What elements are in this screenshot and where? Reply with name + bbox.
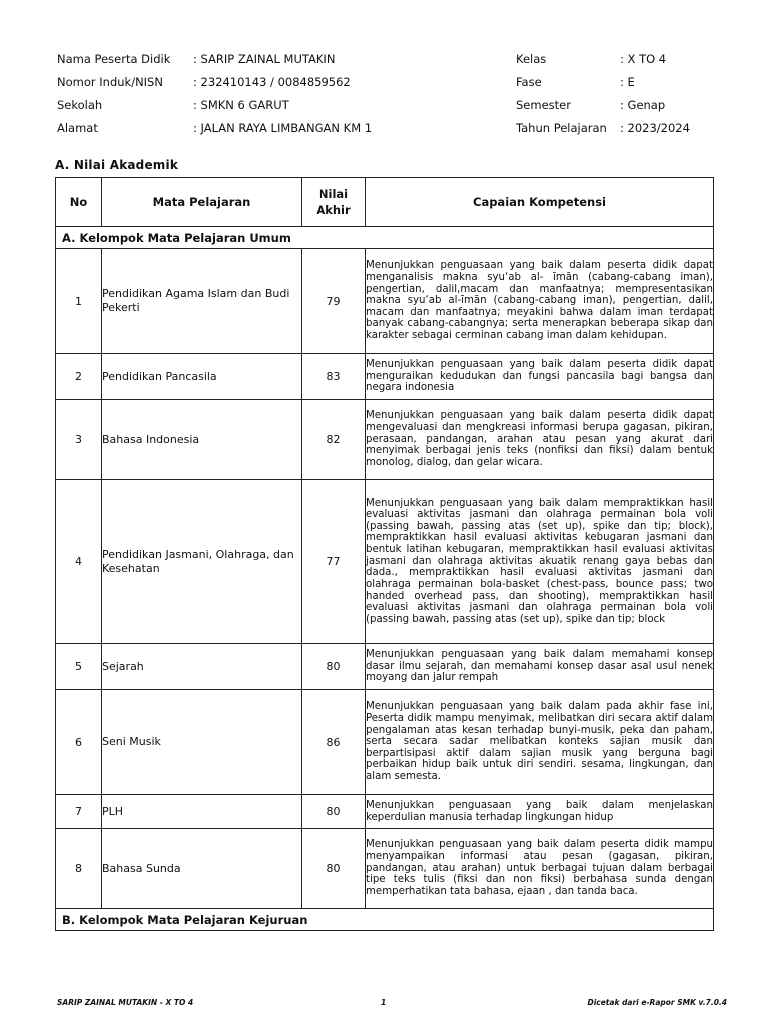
row-competency: Menunjukkan penguasaan yang baik dalam memahami konsep dasar ilmu sejarah, dan memahami konsep dasar asal usul nenek moyang dan jalur rempah <box>366 644 714 690</box>
row-score: 80 <box>302 644 366 690</box>
semester-value: : Genap <box>620 98 666 112</box>
row-subject: Pendidikan Jasmani, Olahraga, dan Kesehatan <box>102 480 302 644</box>
table-row <box>56 795 714 829</box>
table-row <box>56 249 714 354</box>
header-score-line1: Nilai <box>318 186 349 201</box>
row-no: 1 <box>56 249 102 354</box>
semester-label: Semester <box>516 98 571 112</box>
info-row-address <box>57 119 717 142</box>
row-score: 82 <box>302 400 366 480</box>
section-title: A. Nilai Akademik <box>55 158 178 172</box>
nisn-label: Nomor Induk/NISN <box>57 75 163 89</box>
row-no: 8 <box>56 829 102 909</box>
row-no: 3 <box>56 400 102 480</box>
row-competency: Menunjukkan penguasaan yang baik dalam pada akhir fase ini, Peserta didik mampu menyimak, melibatkan diri secara aktif dalam pengalaman atas kesan terhadap bunyi-musik, peka dan paham, serta secara sadar melibatkan konteks sajian musik dan berpartisipasi aktif dalam sajian musik yang berguna bagi perbaikan hidup baik untuk diri sendiri. sesama, lingkungan, dan alam semesta. <box>366 690 714 795</box>
address-value: : JALAN RAYA LIMBANGAN KM 1 <box>193 121 373 135</box>
row-score: 80 <box>302 829 366 909</box>
header-subject: Mata Pelajaran <box>102 178 302 227</box>
row-subject: Sejarah <box>102 644 302 690</box>
row-no: 6 <box>56 690 102 795</box>
academic-year-value: : 2023/2024 <box>620 121 690 135</box>
group-row-vocational <box>56 909 714 931</box>
row-no: 5 <box>56 644 102 690</box>
academic-year-label: Tahun Pelajaran <box>516 121 607 135</box>
student-name-label: Nama Peserta Didik <box>57 52 171 66</box>
table-row <box>56 354 714 400</box>
row-score: 77 <box>302 480 366 644</box>
row-score: 86 <box>302 690 366 795</box>
row-no: 4 <box>56 480 102 644</box>
header-no: No <box>56 178 102 227</box>
address-label: Alamat <box>57 121 98 135</box>
footer-student: SARIP ZAINAL MUTAKIN - X TO 4 <box>57 998 194 1007</box>
row-subject: Bahasa Sunda <box>102 829 302 909</box>
row-score: 83 <box>302 354 366 400</box>
table-row <box>56 829 714 909</box>
nisn-value: : 232410143 / 0084859562 <box>193 75 351 89</box>
phase-label: Fase <box>516 75 542 89</box>
table-row <box>56 690 714 795</box>
row-no: 2 <box>56 354 102 400</box>
header-final-score <box>302 178 366 227</box>
row-score: 80 <box>302 795 366 829</box>
footer-printed-by: Dicetak dari e-Rapor SMK v.7.0.4 <box>587 998 727 1007</box>
row-score: 79 <box>302 249 366 354</box>
info-row-school <box>57 96 717 119</box>
header-score-line2: Akhir <box>316 203 351 217</box>
row-competency: Menunjukkan penguasaan yang baik dalam menjelaskan keperdulian manusia terhadap lingkungan hidup <box>366 795 714 829</box>
student-info <box>57 50 717 142</box>
table-row <box>56 400 714 480</box>
group-row-general <box>56 227 714 249</box>
row-subject: Bahasa Indonesia <box>102 400 302 480</box>
phase-value: : E <box>620 75 635 89</box>
row-competency: Menunjukkan penguasaan yang baik dalam mempraktikkan hasil evaluasi aktivitas jasmani dan olahraga permainan bola voli (passing bawah, passing atas (set up), spike dan tip; block), mempraktikkan hasil evaluasi aktivitas kebugaran jasmani dan bentuk latihan kebugaran, mempraktikkan hasil evaluasi aktivitas jasmani dan olahraga aktivitas akuatik renang gaya bebas dan dada., mempraktikkan hasil evaluasi aktivitas jasmani dan olahraga permainan bola-basket (chest-pass, bounce pass; two handed overhead pass, dan shooting), mempraktikkan hasil evaluasi aktivitas jasmani dan olahraga permainan bola voli (passing bawah, passing atas (set up), spike dan tip; block <box>366 480 714 644</box>
row-no: 7 <box>56 795 102 829</box>
info-row-name <box>57 50 717 73</box>
info-row-nisn <box>57 73 717 96</box>
table-row <box>56 480 714 644</box>
row-competency: Menunjukkan penguasaan yang baik dalam peserta didik dapat menganalisis makna syu‘ab al- īmān (cabang-cabang iman), pengertian, dalil,macam dan manfaatnya; mempresentasikan makna syu‘ab al-īmān (cabang-cabang iman), pengertian, dalil, macam dan manfaatnya; meyakini bahwa dalam iman terdapat banyak cabang-cabangnya; serta menerapkan beberapa sikap dan karakter sebagai cerminan cabang iman dalam kehidupan. <box>366 249 714 354</box>
header-competency: Capaian Kompetensi <box>366 178 714 227</box>
student-name-value: : SARIP ZAINAL MUTAKIN <box>193 52 336 66</box>
page-footer <box>57 998 727 1012</box>
table-row <box>56 644 714 690</box>
footer-page-number: 1 <box>381 998 387 1007</box>
row-competency: Menunjukkan penguasaan yang baik dalam peserta didik mampu menyampaikan informasi atau pesan (gagasan, pikiran, pandangan, atau arahan) untuk berbagai tujuan dalam berbagai tipe teks tulis (fiksi dan non fiksi) berbahasa sunda dengan memperhatikan tata bahasa, ejaan , dan tanda baca. <box>366 829 714 909</box>
row-subject: Pendidikan Pancasila <box>102 354 302 400</box>
row-subject: PLH <box>102 795 302 829</box>
row-subject: Pendidikan Agama Islam dan Budi Pekerti <box>102 249 302 354</box>
school-label: Sekolah <box>57 98 103 112</box>
row-competency: Menunjukkan penguasaan yang baik dalam peserta didik dapat menguraikan kedudukan dan fungsi pancasila bagi bangsa dan negara indonesia <box>366 354 714 400</box>
school-value: : SMKN 6 GARUT <box>193 98 289 112</box>
grades-table <box>55 177 714 931</box>
class-label: Kelas <box>516 52 547 66</box>
table-header-row <box>56 178 714 227</box>
row-subject: Seni Musik <box>102 690 302 795</box>
group-general-label: A. Kelompok Mata Pelajaran Umum <box>56 227 714 249</box>
group-vocational-label: B. Kelompok Mata Pelajaran Kejuruan <box>56 909 714 931</box>
class-value: : X TO 4 <box>620 52 667 66</box>
row-competency: Menunjukkan penguasaan yang baik dalam peserta didik dapat mengevaluasi dan mengkreasi informasi berupa gagasan, pikiran, perasaan, pandangan, arahan atau pesan yang akurat dari menyimak berbagai jenis teks (nonfiksi dan fiksi) dalam bentuk monolog, dialog, dan gelar wicara. <box>366 400 714 480</box>
